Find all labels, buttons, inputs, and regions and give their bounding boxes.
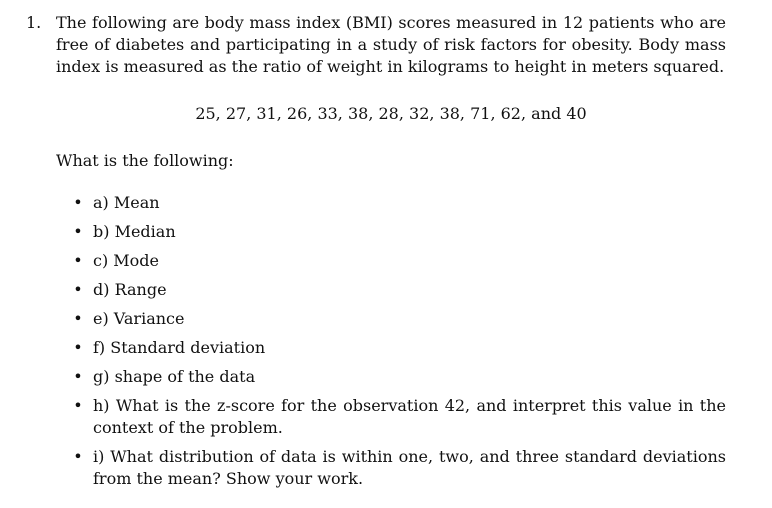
list-item: [68, 395, 726, 439]
list-item: [68, 366, 726, 388]
list-item: [68, 446, 726, 490]
list-item-text: i) What distribution of data is within one, two, and three standard deviations from the mean? Show your work.: [93, 447, 726, 488]
list-item: [68, 279, 726, 301]
list-item: [68, 337, 726, 359]
problem-1: [26, 12, 726, 497]
bullet-icon: •: [73, 367, 83, 386]
list-item-text: f) Standard deviation: [93, 338, 266, 357]
bullet-icon: •: [73, 222, 83, 241]
list-item-text: e) Variance: [93, 309, 185, 328]
list-item-text: h) What is the z-score for the observation 42, and interpret this value in the context of the problem.: [93, 396, 726, 437]
bullet-icon: •: [73, 280, 83, 299]
bullet-icon: •: [73, 251, 83, 270]
question-prompt: What is the following:: [56, 151, 234, 170]
list-item: [68, 308, 726, 330]
list-item: [68, 192, 726, 214]
question-list: [26, 192, 726, 490]
bullet-icon: •: [73, 447, 83, 466]
list-item-text: g) shape of the data: [93, 367, 256, 386]
bmi-data-values: 25, 27, 31, 26, 33, 38, 28, 32, 38, 71, 62, and 40: [195, 104, 587, 123]
bullet-icon: •: [73, 309, 83, 328]
problem-statement: The following are body mass index (BMI) scores measured in 12 patients who are free of diabetes and participating in a study of risk factors for obesity. Body mass index is measured as the ratio of weight in kilograms to height in meters squared.: [56, 13, 726, 76]
list-item-text: a) Mean: [93, 193, 160, 212]
list-item-text: d) Range: [93, 280, 167, 299]
problem-header: [26, 12, 726, 78]
bullet-icon: •: [73, 396, 83, 415]
list-item: [68, 250, 726, 272]
list-item-text: c) Mode: [93, 251, 160, 270]
list-item: [68, 221, 726, 243]
bullet-icon: •: [73, 193, 83, 212]
list-item-text: b) Median: [93, 222, 176, 241]
bullet-icon: •: [73, 338, 83, 357]
problem-number: 1.: [26, 13, 42, 32]
